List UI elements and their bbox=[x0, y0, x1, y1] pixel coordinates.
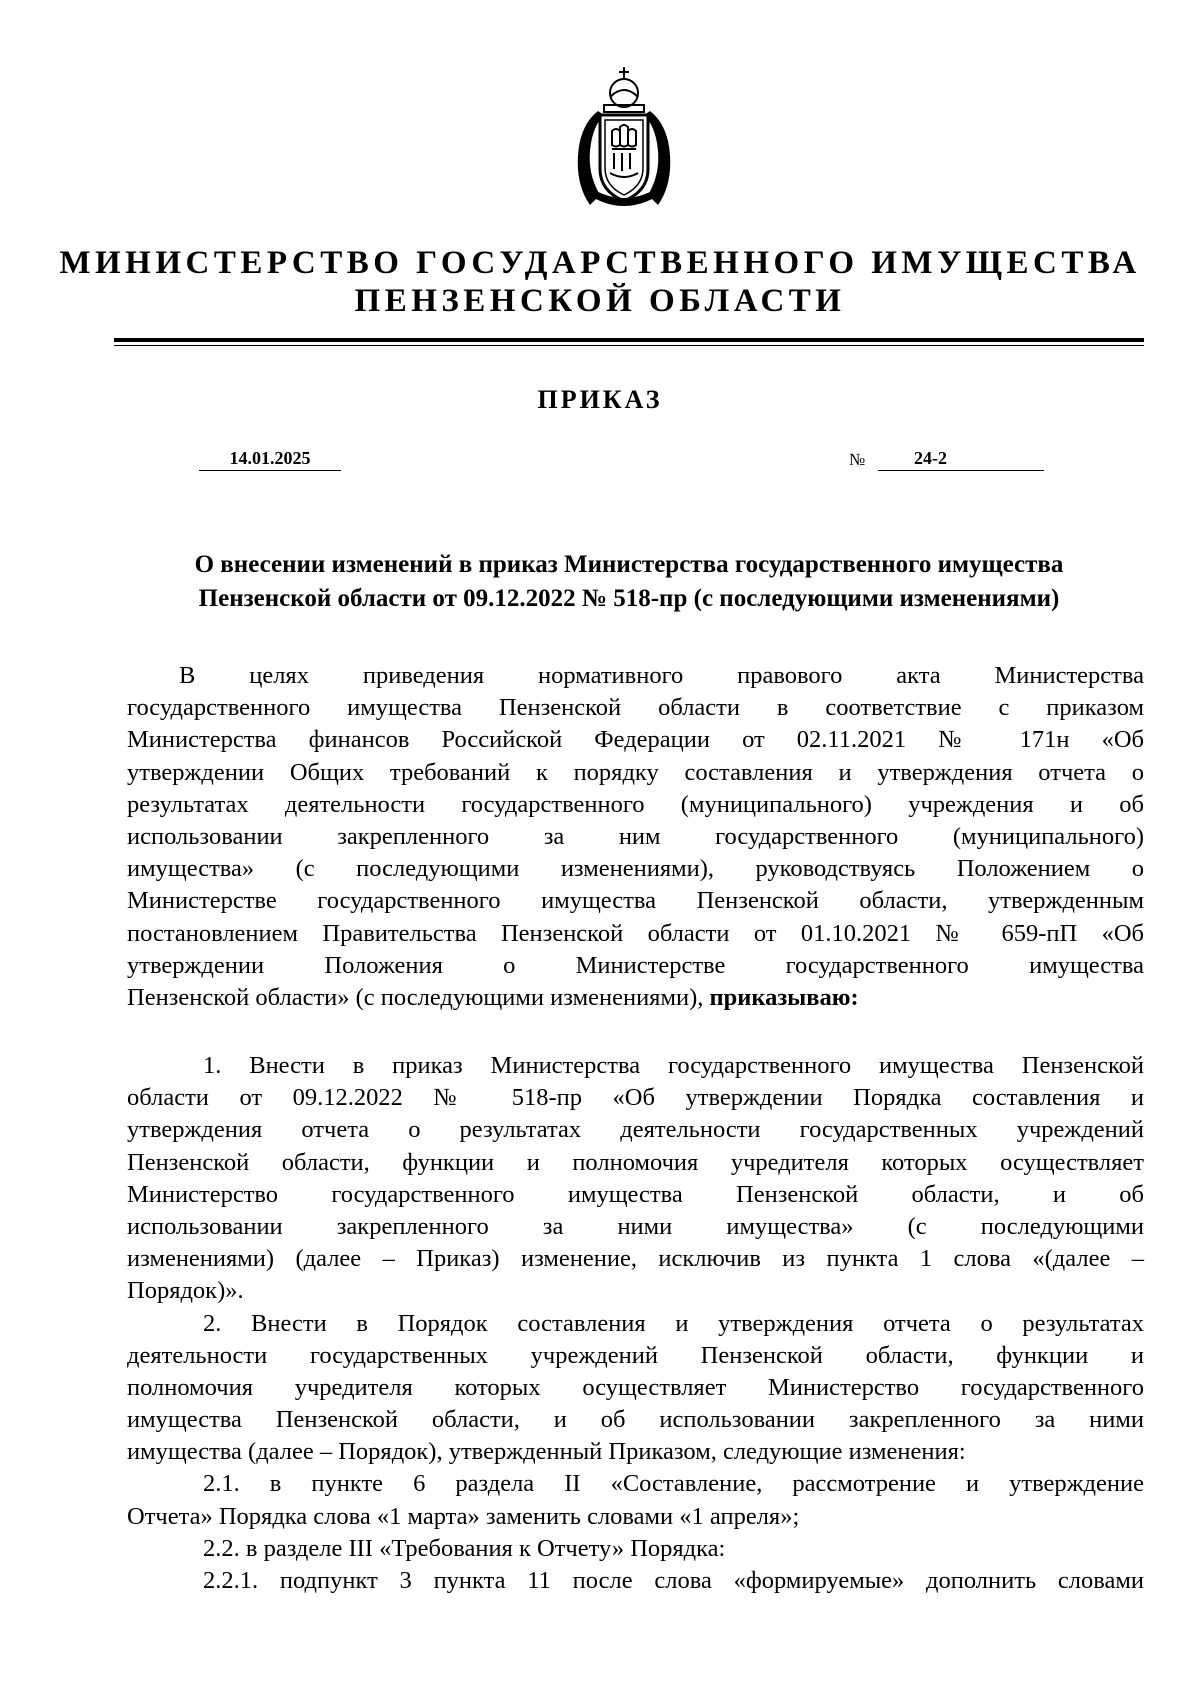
text-line: 2.2.1. подпункт 3 пункта 11 после слова «формируемые» дополнить словами bbox=[203, 1567, 1144, 1594]
text-line: 1. Внести в приказ Министерства государственного имущества Пензенской bbox=[203, 1052, 1144, 1079]
coat-of-arms-icon bbox=[570, 65, 678, 215]
text-line: В целях приведения нормативного правового акта Министерства bbox=[179, 662, 1144, 689]
text-line: изменениями) (далее – Приказ) изменение, исключив из пункта 1 слова «(далее – bbox=[127, 1245, 1144, 1273]
title-line: О внесении изменений в приказ Министерства государственного имущества bbox=[194, 551, 1064, 578]
text-line: Министерство государственного имущества Пензенской области, и об bbox=[127, 1180, 1144, 1208]
text-line: использовании закрепленного за ними имущества» (с последующими bbox=[127, 1212, 1144, 1240]
text-line: имущества (далее – Порядок), утвержденный Приказом, следующие изменения: bbox=[127, 1438, 966, 1466]
text-line: Порядок)». bbox=[127, 1277, 244, 1305]
document-title bbox=[114, 548, 1144, 616]
text-line: Пензенской области, функции и полномочия учредителя которых осуществляет bbox=[127, 1148, 1144, 1176]
order-date: 14.01.2025 bbox=[199, 447, 341, 471]
text-line: деятельности государственных учреждений Пензенской области, функции и bbox=[127, 1341, 1144, 1369]
text-line: 2.1. в пункте 6 раздела II «Составление, рассмотрение и утверждение bbox=[203, 1470, 1144, 1498]
preamble-paragraph bbox=[127, 660, 1144, 1014]
number-sign: № bbox=[849, 450, 866, 469]
title-line: Пензенской области от 09.12.2022 № 518-пр (с последующими изменениями) bbox=[198, 585, 1060, 612]
text-line: утверждении Общих требований к порядку составления и утверждения отчета о bbox=[127, 758, 1144, 786]
text-line: имущества» (с последующими изменениями), руководствуясь Положением о bbox=[127, 855, 1144, 883]
header-divider-thick bbox=[114, 338, 1144, 342]
text-line: имущества Пензенской области, и об использовании закрепленного за ними bbox=[127, 1406, 1144, 1434]
header-divider-thin bbox=[114, 345, 1144, 346]
ministry-name-line-1: МИНИСТЕРСТВО ГОСУДАРСТВЕННОГО ИМУЩЕСТВА bbox=[59, 245, 1141, 281]
text-line: утверждении Положения о Министерстве государственного имущества bbox=[127, 951, 1144, 979]
text-line: 2. Внести в Порядок составления и утверждения отчета о результатах bbox=[203, 1309, 1144, 1337]
order-keyword: приказываю: bbox=[709, 983, 859, 1011]
text-line: постановлением Правительства Пензенской области от 01.10.2021 № 659-пП «Об bbox=[127, 919, 1144, 947]
ministry-name-line-2: ПЕНЗЕНСКОЙ ОБЛАСТИ bbox=[354, 283, 846, 319]
text-line: области от 09.12.2022 № 518-пр «Об утверждении Порядка составления и bbox=[127, 1084, 1144, 1112]
text-line: результатах деятельности государственного (муниципального) учреждения и об bbox=[127, 790, 1144, 818]
text-line: полномочия учредителя которых осуществляет Министерство государственного bbox=[127, 1373, 1144, 1401]
order-number: 24-2 bbox=[878, 447, 1044, 471]
text-line: Министерстве государственного имущества Пензенской области, утвержденным bbox=[127, 887, 1144, 915]
order-items bbox=[127, 1050, 1144, 1597]
text-line: утверждения отчета о результатах деятельности государственных учреждений bbox=[127, 1116, 1144, 1144]
text-line: Отчета» Порядка слова «1 марта» заменить словами «1 апреля»; bbox=[127, 1502, 800, 1530]
text-line: 2.2. в разделе III «Требования к Отчету» Порядка: bbox=[203, 1534, 726, 1562]
text-line bbox=[127, 982, 1144, 1014]
text-line: использовании закрепленного за ним государственного (муниципального) bbox=[127, 822, 1144, 850]
text-line: государственного имущества Пензенской области в соответствие с приказом bbox=[127, 694, 1144, 722]
preamble-last-line: Пензенской области» (с последующими изменениями), bbox=[127, 983, 704, 1011]
document-type: ПРИКАЗ bbox=[537, 385, 663, 414]
text-line: Министерства финансов Российской Федерации от 02.11.2021 № 171н «Об bbox=[127, 726, 1144, 754]
